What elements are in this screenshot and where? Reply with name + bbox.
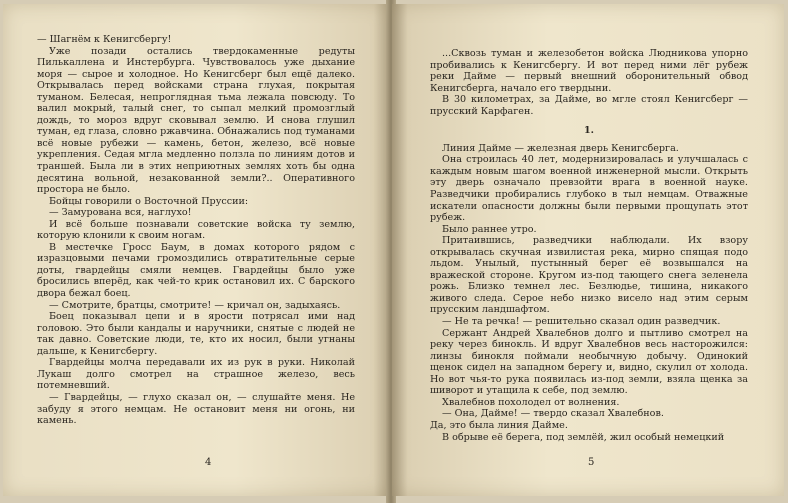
paragraph: — Гвардейцы, — глухо сказал он, — слушайте меня. Не забуду я этого немцам. Не остановит меня ни огонь, ни камень. — [37, 391, 355, 427]
right-page — [392, 4, 784, 496]
paragraph: Да, это была линия Дайме. — [430, 419, 568, 431]
paragraph: 1. — [583, 125, 594, 137]
paragraph: — Смотрите, братцы, смотрите! — кричал он, задыхаясь. — [49, 299, 341, 311]
paragraph: — Замурована вся, наглухо! — [49, 207, 192, 219]
paragraph: Она строилась 40 лет, модернизировалась и улучшалась с каждым новым шагом военной инженерной мысли. Открыть эту дверь означало превзойти врага в военной науке. Разведчики пробирались глубоко в тыл немцам. Отважные искатели опасности должны были первыми прощупать этот рубеж. — [430, 154, 748, 224]
left-page-number: 4 — [205, 457, 212, 468]
paragraph: Было раннее утро. — [442, 223, 537, 235]
left-page-text — [37, 34, 355, 427]
paragraph: Сержант Андрей Хвалебнов долго и пытливо смотрел на реку через бинокль. И вдруг Хвалебнов весь насторожился: линзы бинокля поймали необычную добычу. Одинокий щенок сидел на западном берегу и, видно, скулил от холода. Но вот чья-то рука появилась из-под земли, взяла щенка за шиворот и утащила к себе, под землю. — [430, 327, 748, 397]
paragraph: И всё больше познавали советские войска ту землю, которую клонили к своим ногам. — [37, 218, 355, 242]
paragraph: ...Сквозь туман и железобетон войска Людникова упорно пробивались к Кенигсбергу. И вот перед ними лёг рубеж реки Дайме — первый внешний оборонительный обвод Кенигсберга, начало его твердыни. — [430, 48, 748, 94]
paragraph: В 30 километрах, за Дайме, во мгле стоял Кенигсберг — прусский Карфаген. — [430, 94, 748, 117]
paragraph: Притаившись, разведчики наблюдали. Их взору открывалась скучная извилистая река, мирно спящая подо льдом. Унылый, пустынный берег её возвышался на вражеской стороне. Кругом из-под тающего снега зеленела рожь. Близко темнел лес. Безлюдье, тишина, никакого живого следа. Серое небо низко висело над этим серым прусским ландшафтом. — [430, 235, 748, 316]
right-page-number: 5 — [588, 457, 595, 468]
paragraph: — Не та речка! — решительно сказал один разведчик. — [442, 316, 721, 328]
paragraph: Бойцы говорили о Восточной Пруссии: — [49, 195, 249, 207]
left-page — [3, 4, 389, 496]
paragraph: В обрыве её берега, под землёй, жил особый немецкий — [442, 431, 725, 443]
paragraph: — Она, Дайме! — твердо сказал Хвалебнов. — [442, 408, 664, 420]
right-page-text — [430, 48, 748, 443]
paragraph: — Шагнём к Кенигсбергу! — [37, 34, 172, 45]
paragraph: Боец показывал цепи и в ярости потрясал ими над головою. Это были кандалы и наручники, снятые с людей не так давно. Советские люди, те, кто их носил, были угнаны дальше, к Кенигсбергу. — [37, 311, 355, 357]
paragraph: Линия Дайме — железная дверь Кенигсберга. — [442, 142, 679, 154]
paragraph: Гвардейцы молча передавали их из рук в руки. Николай Лукаш долго смотрел на страшное железо, весь потемневший. — [37, 357, 355, 392]
paragraph: Хвалебнов похолодел от волнения. — [442, 396, 620, 408]
paragraph: В местечке Гросс Баум, в домах которого рядом с изразцовыми печами громоздились отвратительные серые доты, гвардейцы смяли немцев. Гвардейцы было уже бросились вперёд, как чей-то крик остановил их. С барского двора бежал боец. — [37, 241, 355, 300]
paragraph: Уже позади остались твердокаменные редуты Пилькаллена и Инстербурга. Чувствовалось уже дыхание моря — сырое и холодное. Но Кенигсберг был ещё далеко. Открывалась перед войсками страна глухая, покрытая туманом. Белесая, непроглядная тьма лежала повсюду. То валил мокрый, талый снег, то сыпал мелкий промозглый дождь, то мороз вдруг сковывал землю. И снова глушил туман, ед глаза, словно ржавчина. Обнажались под туманами всё новые рубежи — камень, бетон, железо, всё новые укрепления. Седая мгла медленно ползла по линиям дотов и траншей. Была ли в этих неприютных землях хоть бы одна десятина вольной, незакованной земли?.. Оперативного простора не было. — [37, 45, 355, 196]
